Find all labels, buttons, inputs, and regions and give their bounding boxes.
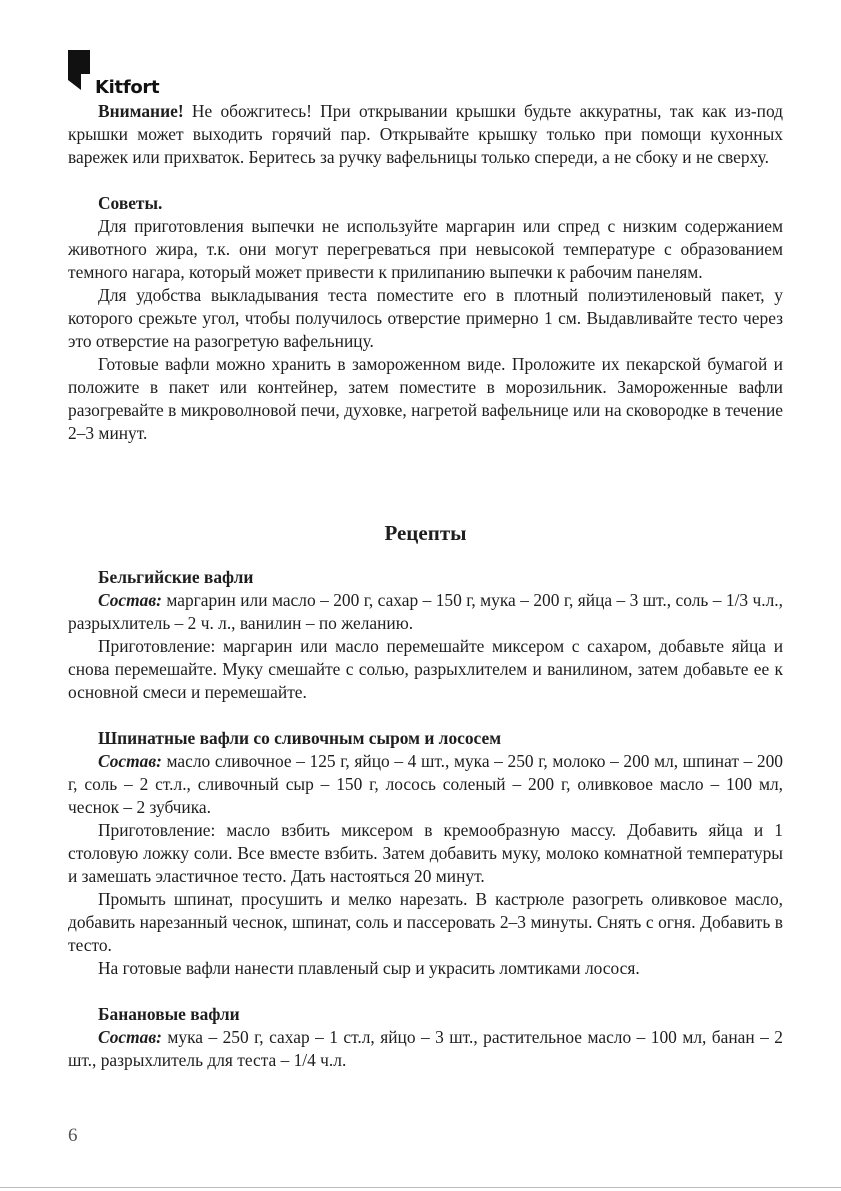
kitfort-logo	[68, 50, 178, 98]
page-content	[68, 100, 783, 1072]
recipes-title: Рецепты	[384, 521, 467, 545]
banana-heading: Банановые вафли	[98, 1004, 240, 1024]
brand-name: Kitfort	[95, 77, 160, 98]
spinach-heading: Шпинатные вафли со сливочным сыром и лососем	[98, 728, 502, 748]
belgian-ingredients-text: маргарин или масло – 200 г, сахар – 150 г, мука – 200 г, яйца – 3 шт., соль – 1/3 ч.л., разрыхлитель – 2 ч. л., ванилин – по желанию.	[68, 590, 784, 633]
spinach-ingredients-text: масло сливочное – 125 г, яйцо – 4 шт., мука – 250 г, молоко – 200 мл, шпинат – 200 г, соль – 2 ст.л., сливочный сыр – 150 г, лосось соленый – 200 г, оливковое масло – 100 мл, чеснок – 2 зубчика.	[68, 751, 783, 817]
spinach-step-3: На готовые вафли нанести плавленый сыр и украсить ломтиками лосося.	[98, 958, 640, 978]
page-bottom-rule	[0, 1187, 841, 1188]
tips-paragraph-1: Для приготовления выпечки не используйте маргарин или спред с низким содержанием животного жира, т.к. они могут перегреваться при невысокой температуре с образованием темного нагара, который может привести к прилипанию выпечки к рабочим панелям.	[68, 216, 783, 282]
spinach-step-2: Промыть шпинат, просушить и мелко нарезать. В кастрюле разогреть оливковое масло, добавить нарезанный чеснок, шпинат, соль и пассеровать 2–3 минуты. Снять с огня. Добавить в тесто.	[68, 889, 783, 955]
spinach-step-1: Приготовление: масло взбить миксером в кремообразную массу. Добавить яйца и 1 столовую ложку соли. Все вместе взбить. Затем добавить муку, молоко комнатной температуры и замешать эластичное тесто. Дать настояться 20 минут.	[68, 820, 783, 886]
warning-paragraph	[68, 100, 783, 169]
banana-ingredients-text: мука – 250 г, сахар – 1 ст.л, яйцо – 3 шт., растительное масло – 100 мл, банан – 2 шт., разрыхлитель для теста – 1/4 ч.л.	[68, 1027, 783, 1070]
banana-ingredients	[68, 1026, 783, 1072]
tips-paragraph-3: Готовые вафли можно хранить в замороженном виде. Проложите их пекарской бумагой и положите в пакет или контейнер, затем поместите в морозильник. Замороженные вафли разогревайте в микроволновой печи, духовке, нагретой вафельнице или на сковородке в течение 2–3 минут.	[68, 354, 783, 443]
belgian-preparation: Приготовление: маргарин или масло перемешайте миксером с сахаром, добавьте яйца и снова перемешайте. Муку смешайте с солью, разрыхлителем и ванилином, затем добавьте ее к основной смеси и перемешайте.	[68, 636, 783, 702]
spinach-ingredients	[68, 750, 783, 819]
tips-paragraph-2: Для удобства выкладывания теста поместите его в плотный полиэтиленовый пакет, у которого срежьте угол, чтобы получилось отверстие примерно 1 см. Выдавливайте тесто через это отверстие на разогретую вафельницу.	[68, 285, 783, 351]
kitfort-logo-icon	[68, 50, 90, 96]
page-number: 6	[68, 1125, 78, 1146]
belgian-heading: Бельгийские вафли	[98, 567, 254, 587]
warning-label: Внимание!	[98, 101, 184, 121]
belgian-ingredients-label: Состав:	[98, 590, 162, 610]
warning-text: Не обожгитесь! При открывании крышки будьте аккуратны, так как из-под крышки может выходить горячий пар. Открывайте крышку только при помощи кухонных варежек или прихваток. Беритесь за ручку вафельницы только спереди, а не сбоку и не сверху.	[68, 101, 783, 167]
belgian-ingredients	[68, 589, 783, 635]
banana-ingredients-label: Состав:	[98, 1027, 162, 1047]
spinach-ingredients-label: Состав:	[98, 751, 162, 771]
tips-heading: Советы.	[98, 193, 163, 213]
